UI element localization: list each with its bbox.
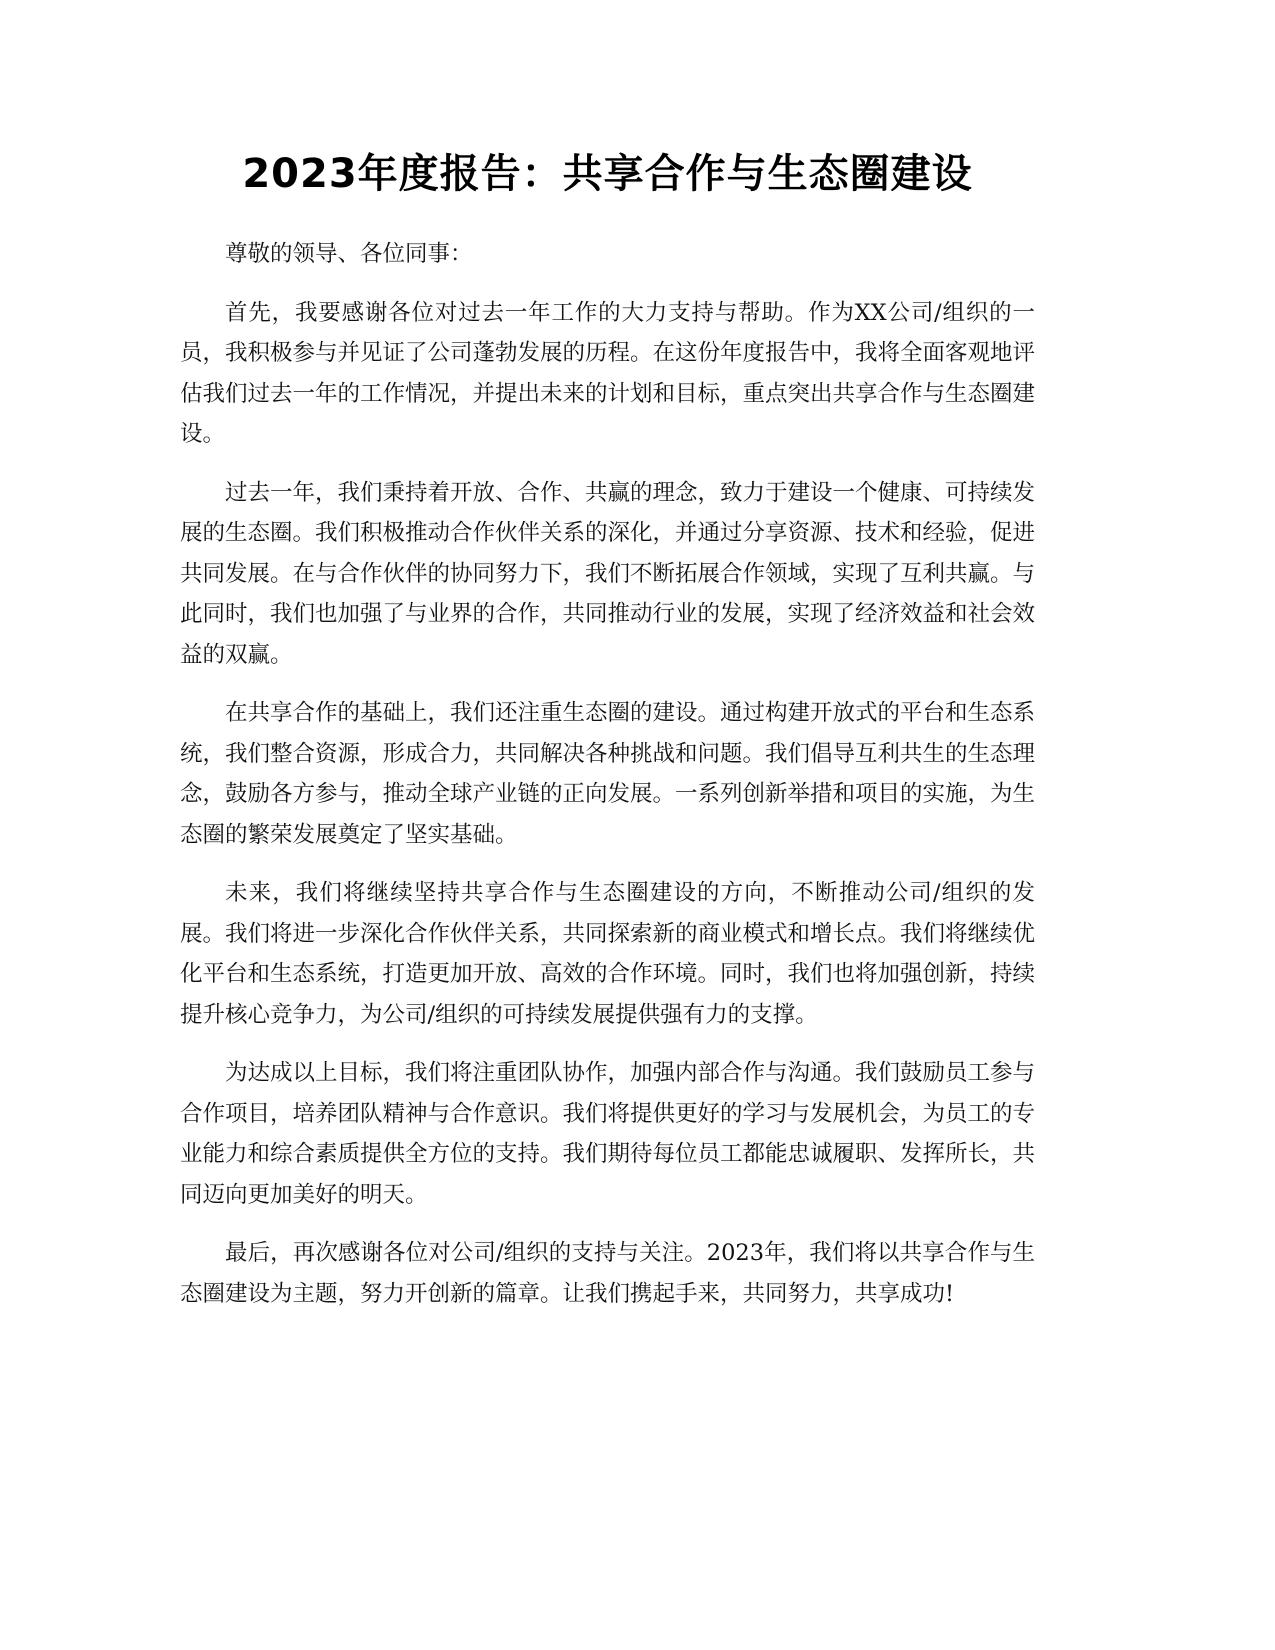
paragraph-future: 未来，我们将继续坚持共享合作与生态圈建设的方向，不断推动公司/组织的发展。我们将进一步深化合作伙伴关系，共同探索新的商业模式和增长点。我们将继续优化平台和生态系统，打造更加开放、高效的合作环境。同时，我们也将加强创新，持续提升核心竞争力，为公司/组织的可持续发展提供强有力的支撑。 <box>180 880 1036 1028</box>
paragraph-closing: 最后，再次感谢各位对公司/组织的支持与关注。2023年，我们将以共享合作与生态圈建设为主题，努力开创新的篇章。让我们携起手来，共同努力，共享成功! <box>180 1240 1035 1307</box>
paragraph-ecosystem: 在共享合作的基础上，我们还注重生态圈的建设。通过构建开放式的平台和生态系统，我们整合资源，形成合力，共同解决各种挑战和问题。我们倡导互利共生的生态理念，鼓励各方参与，推动全球产业链的正向发展。一系列创新举措和项目的实施，为生态圈的繁荣发展奠定了坚实基础。 <box>180 700 1036 848</box>
paragraph-teamwork: 为达成以上目标，我们将注重团队协作，加强内部合作与沟通。我们鼓励员工参与合作项目，培养团队精神与合作意识。我们将提供更好的学习与发展机会，为员工的专业能力和综合素质提供全方位的支持。我们期待每位员工都能忠诚履职、发挥所长，共同迈向更加美好的明天。 <box>180 1060 1036 1208</box>
paragraph-past-year: 过去一年，我们秉持着开放、合作、共赢的理念，致力于建设一个健康、可持续发展的生态圈。我们积极推动合作伙伴关系的深化，并通过分享资源、技术和经验，促进共同发展。在与合作伙伴的协同努力下，我们不断拓展合作领域，实现了互利共赢。与此同时，我们也加强了与业界的合作，共同推动行业的发展，实现了经济效益和社会效益的双赢。 <box>180 479 1036 668</box>
document-body <box>180 234 1035 1332</box>
greeting: 尊敬的领导、各位同事： <box>225 241 473 267</box>
document-title: 2023年度报告：共享合作与生态圈建设 <box>242 151 973 197</box>
paragraph-intro: 首先，我要感谢各位对过去一年工作的大力支持与帮助。作为XX公司/组织的一员，我积极参与并见证了公司蓬勃发展的历程。在这份年度报告中，我将全面客观地评估我们过去一年的工作情况，并提出未来的计划和目标，重点突出共享合作与生态圈建设。 <box>180 299 1036 447</box>
